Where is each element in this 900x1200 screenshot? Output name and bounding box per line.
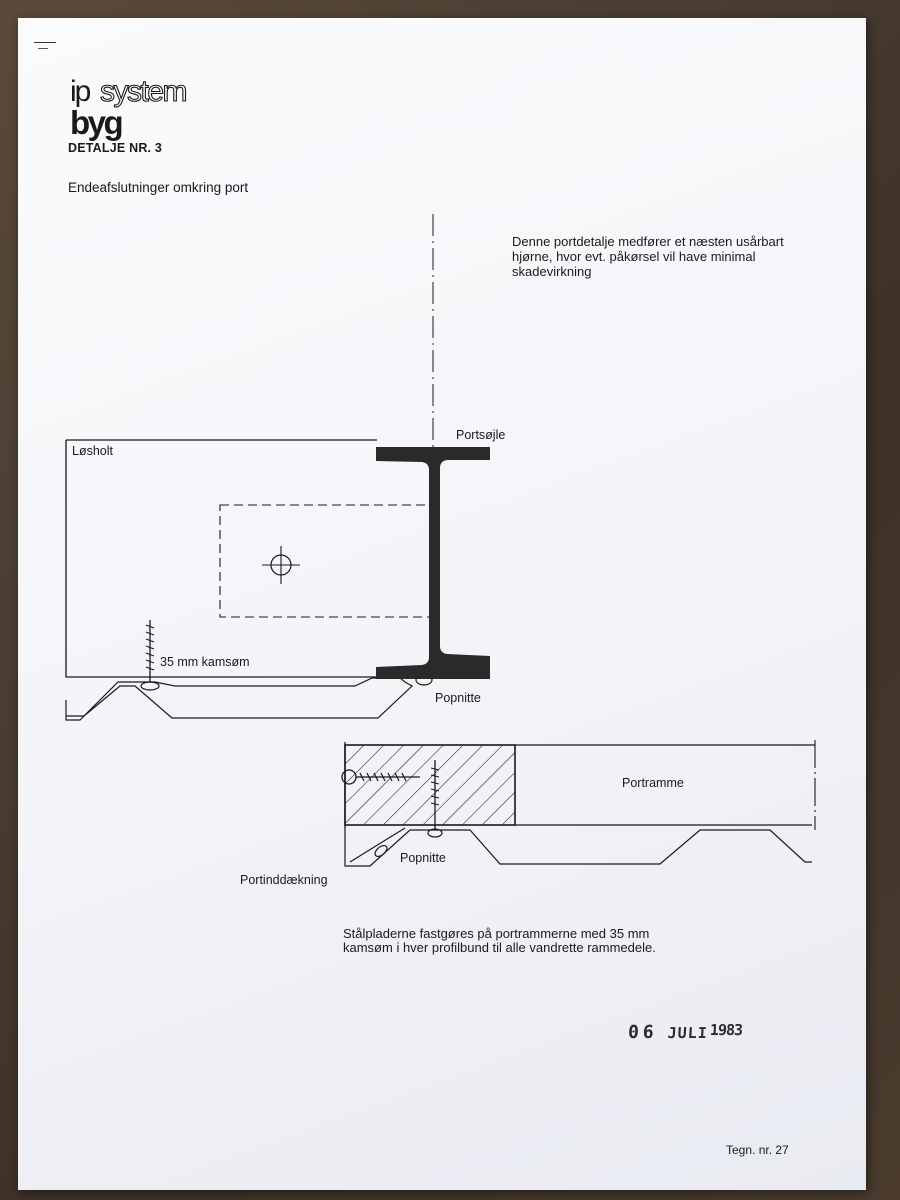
drawing-number: Tegn. nr. 27: [726, 1143, 789, 1157]
logo-system: system: [100, 75, 187, 108]
stamp-month: JULI: [667, 1024, 709, 1042]
detail-number: DETALJE NR. 3: [68, 141, 163, 155]
label-losholt: Løsholt: [72, 444, 113, 458]
logo-byg: byg: [70, 104, 122, 141]
portdetalje-note: Denne portdetalje medfører et næsten usårbart hjørne, hvor evt. påkørsel vil have minimal skadevirkning: [512, 234, 784, 279]
label-portsojle: Portsøjle: [456, 428, 506, 442]
label-popnitte-lower: Popnitte: [400, 851, 446, 865]
logo-ip: ip: [70, 75, 90, 108]
label-popnitte-upper: Popnitte: [435, 691, 481, 705]
label-kamsom: 35 mm kamsøm: [160, 655, 250, 669]
stamp-day: 06: [627, 1022, 659, 1043]
fastening-note: Stålpladerne fastgøres på portrammerne med 35 mm kamsøm i hver profilbund til alle vandrette rammedele.: [343, 926, 656, 955]
label-portinddaekning: Portinddækning: [240, 873, 328, 887]
detail-subtitle: Endeafslutninger omkring port: [68, 180, 249, 195]
losholt-outline: [66, 440, 377, 677]
hatched-timber: [345, 745, 515, 825]
dashed-plate: [220, 505, 433, 617]
date-stamp: [627, 1022, 742, 1043]
upper-profile-plate: [66, 678, 412, 720]
label-portramme: Portramme: [622, 776, 684, 790]
portsojle-ibeam: [376, 447, 490, 679]
stamp-year: 1983: [709, 1021, 743, 1039]
